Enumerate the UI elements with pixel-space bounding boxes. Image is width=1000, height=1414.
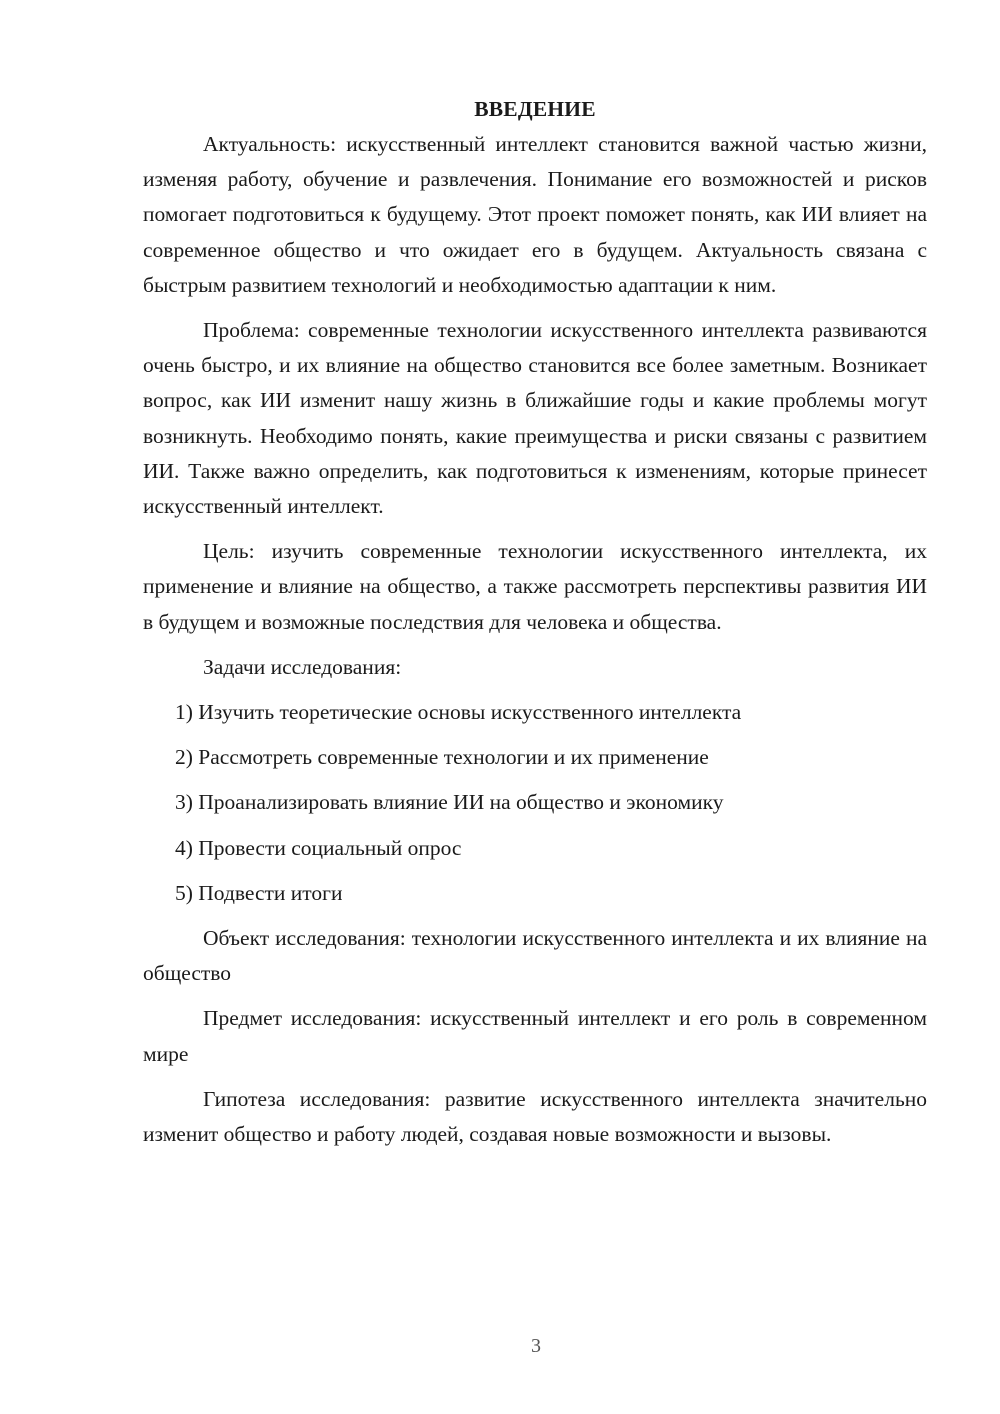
paragraph-goal: Цель: изучить современные технологии искусственного интеллекта, их применение и влияние на общество, а также рассмотреть перспективы развития ИИ в будущем и возможные последствия для человека и общества.	[143, 539, 927, 634]
list-item: 1) Изучить теоретические основы искусственного интеллекта	[175, 700, 742, 725]
list-item: 3) Проанализировать влияние ИИ на общество и экономику	[175, 790, 724, 815]
paragraph-object: Объект исследования: технологии искусственного интеллекта и их влияние на общество	[143, 926, 927, 986]
paragraph-hypothesis: Гипотеза исследования: развитие искусственного интеллекта значительно изменит общество и работу людей, создавая новые возможности и вызовы.	[143, 1086, 927, 1147]
list-item: 4) Провести социальный опрос	[175, 835, 462, 860]
paragraph-subject: Предмет исследования: искусственный интеллект и его роль в современном мире	[143, 1006, 927, 1066]
tasks-heading: Задачи исследования:	[203, 654, 402, 679]
paragraph-relevance: Актуальность: искусственный интеллект становится важной частью жизни, изменяя работу, обучение и развлечения. Понимание его возможностей и рисков помогает подготовиться к будущему. Этот проект поможет понять, как ИИ влияет на современное общество и что ожидает его в будущем. Актуальность связана с быстрым развитием технологий и необходимостью адаптации к ним.	[143, 132, 927, 297]
paragraph-problem: Проблема: современные технологии искусственного интеллекта развиваются очень быстро, и их влияние на общество становится все более заметным. Возникает вопрос, как ИИ изменит нашу жизнь в ближайшие годы и какие проблемы могут возникнуть. Необходимо понять, какие преимущества и риски связаны с развитием ИИ. Также важно определить, как подготовиться к изменениям, которые принесет искусственный интеллект.	[143, 318, 927, 519]
page-content	[143, 92, 927, 1152]
page-number: 3	[531, 1335, 541, 1357]
list-item: 5) Подвести итоги	[175, 880, 343, 905]
tasks-list	[143, 695, 927, 911]
section-heading: ВВЕДЕНИЕ	[474, 97, 596, 121]
list-item: 2) Рассмотреть современные технологии и их применение	[175, 745, 709, 770]
